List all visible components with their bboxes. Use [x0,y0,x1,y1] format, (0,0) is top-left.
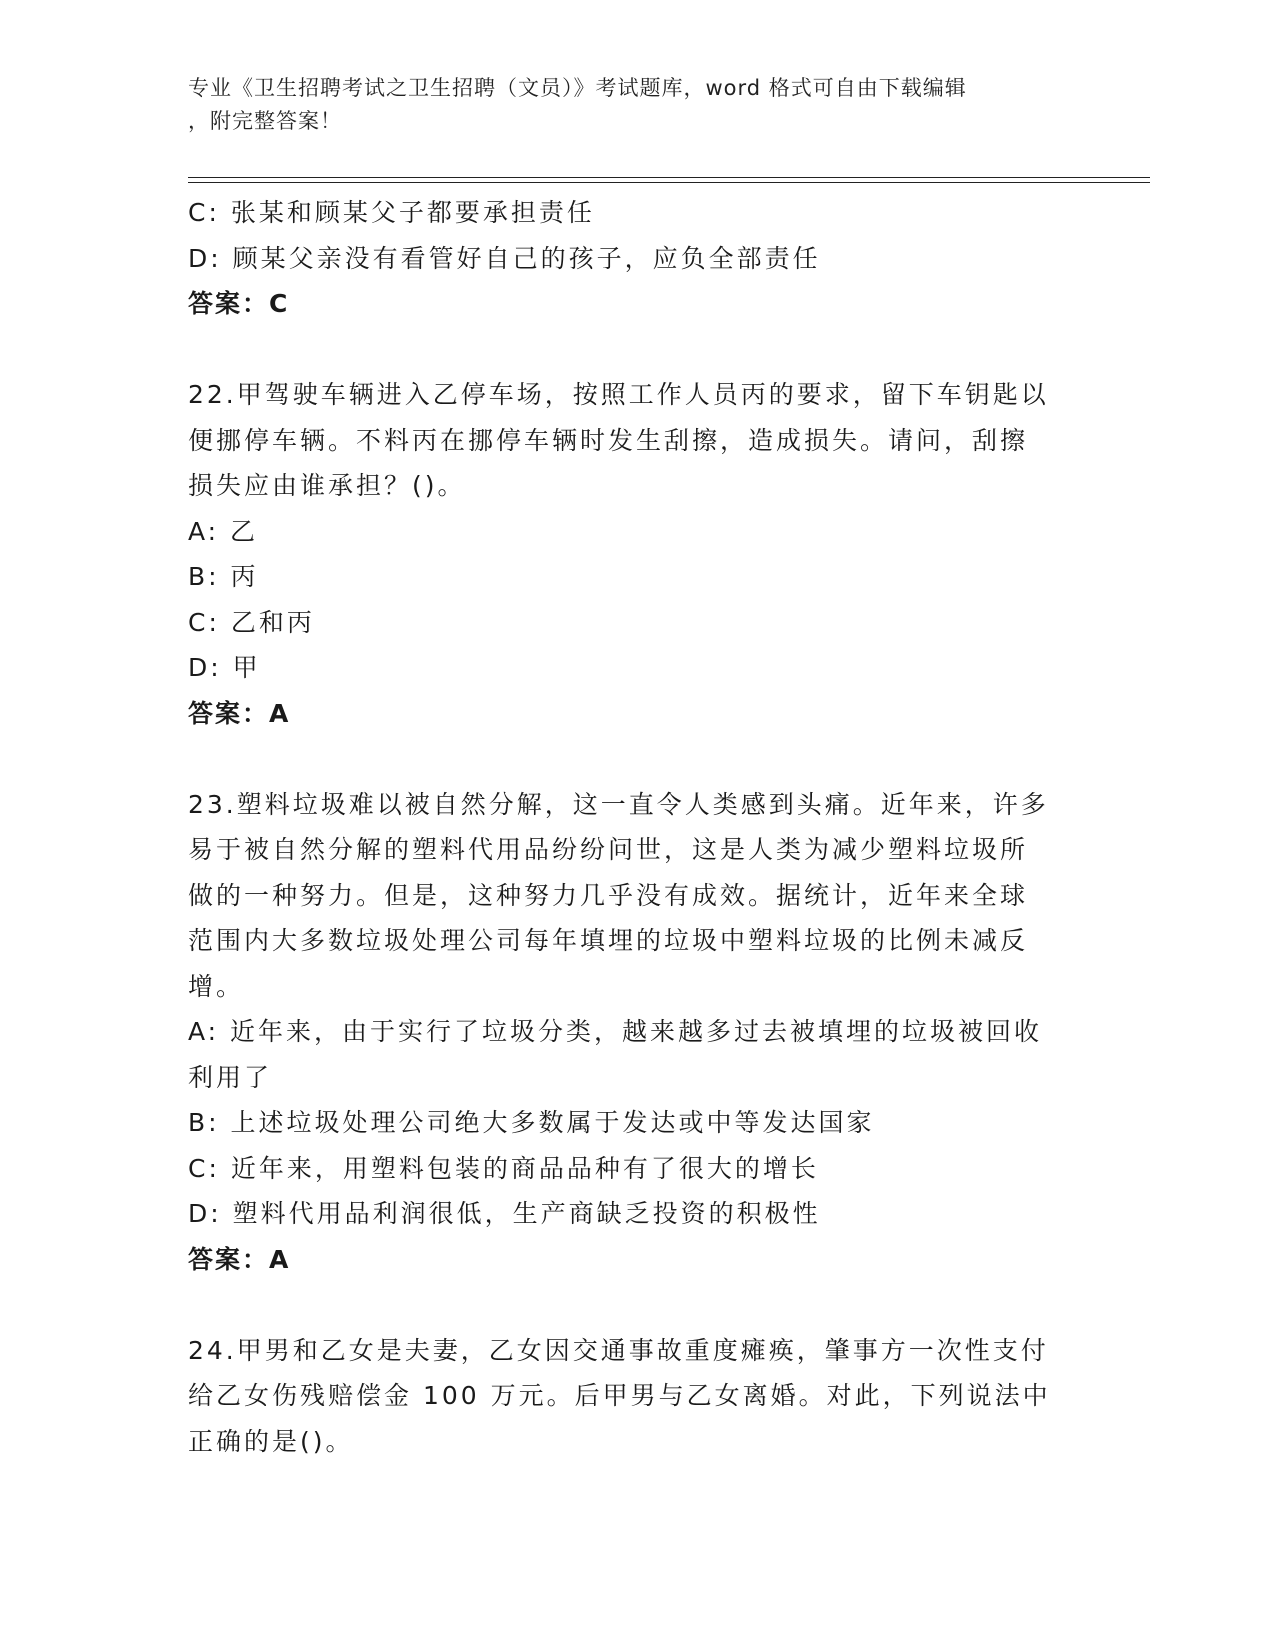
spacer [188,736,1088,782]
q22-answer: 答案：A [188,698,291,728]
header-divider-bottom [188,182,1150,183]
question-24 [188,1328,1088,1465]
q22-option-a: A: 乙 [188,516,259,546]
q23-option-a-cont: 利用了 [188,1062,273,1092]
q23-option-c: C: 近年来，用塑料包装的商品品种有了很大的增长 [188,1153,819,1183]
q21-option-d: D: 顾某父亲没有看管好自己的孩子，应负全部责任 [188,243,821,273]
q21-answer: 答案：C [188,289,290,318]
question-21-tail [188,190,1088,327]
q23-stem-line: 增。 [188,971,245,1001]
q23-stem-line: 23.塑料垃圾难以被自然分解，这一直令人类感到头痛。近年来，许多 [188,789,1049,819]
q23-option-d: D: 塑料代用品利润很低，生产商缺乏投资的积极性 [188,1199,821,1228]
document-header [188,72,1068,138]
spacer [188,327,1088,373]
q22-stem-line: 损失应由谁承担？()。 [188,471,466,500]
spacer [188,1282,1088,1328]
q22-stem-line: 22.甲驾驶车辆进入乙停车场，按照工作人员丙的要求，留下车钥匙以 [188,380,1049,409]
header-line-1: 专业《卫生招聘考试之卫生招聘（文员）》考试题库，word 格式可自由下载编辑 [188,76,967,100]
question-content [188,190,1088,1464]
q23-stem-line: 范围内大多数垃圾处理公司每年填埋的垃圾中塑料垃圾的比例未减反 [188,926,1029,955]
q22-option-b: B: 丙 [188,562,259,591]
q23-stem-line: 易于被自然分解的塑料代用品纷纷问世，这是人类为减少塑料垃圾所 [188,835,1029,864]
question-22 [188,372,1088,736]
q22-option-c: C: 乙和丙 [188,607,315,637]
q24-stem-line: 正确的是()。 [188,1426,354,1456]
header-divider-top [188,177,1150,178]
q23-answer: 答案：A [188,1244,291,1274]
q21-option-c: C: 张某和顾某父子都要承担责任 [188,198,595,227]
q23-option-b: B: 上述垃圾处理公司绝大多数属于发达或中等发达国家 [188,1108,875,1137]
q22-stem-line: 便挪停车辆。不料丙在挪停车辆时发生刮擦，造成损失。请问，刮擦 [188,425,1029,455]
q23-stem-line: 做的一种努力。但是，这种努力几乎没有成效。据统计，近年来全球 [188,880,1029,910]
question-23 [188,782,1088,1283]
q22-option-d: D: 甲 [188,653,261,682]
header-line-2: ，附完整答案！ [188,109,342,133]
q24-stem-line: 24.甲男和乙女是夫妻，乙女因交通事故重度瘫痪，肇事方一次性支付 [188,1335,1049,1365]
q23-option-a: A: 近年来，由于实行了垃圾分类，越来越多过去被填埋的垃圾被回收 [188,1017,1043,1046]
q24-stem-line: 给乙女伤残赔偿金 100 万元。后甲男与乙女离婚。对此，下列说法中 [188,1381,1051,1410]
